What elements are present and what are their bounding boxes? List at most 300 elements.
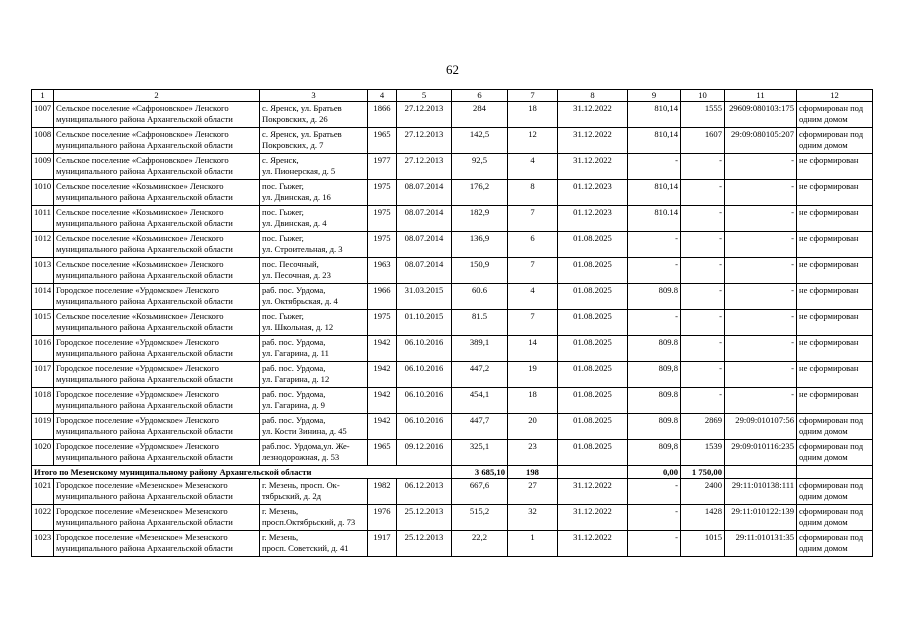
residents: 7 bbox=[508, 258, 558, 284]
address-line: ул. Строительная, д. 3 bbox=[262, 243, 343, 254]
address-line: тябрьский, д. 2д bbox=[262, 490, 322, 501]
address-line: пос. Песочный, bbox=[262, 259, 319, 269]
municipality-line: муниципального района Архангельской области bbox=[56, 490, 233, 501]
cadastral-number: - bbox=[725, 388, 797, 414]
residents: 6 bbox=[508, 232, 558, 258]
row-number: 1015 bbox=[32, 310, 54, 336]
municipality bbox=[54, 206, 260, 232]
municipality bbox=[54, 531, 260, 557]
row-number: 1023 bbox=[32, 531, 54, 557]
cadastral-number: 29:11:010131:35 bbox=[725, 531, 797, 557]
year-built: 1965 bbox=[368, 128, 397, 154]
planned-date: 31.12.2022 bbox=[558, 505, 628, 531]
area: 447,2 bbox=[452, 362, 508, 388]
area: 81.5 bbox=[452, 310, 508, 336]
planned-date: 01.08.2025 bbox=[558, 284, 628, 310]
land-area: - bbox=[681, 284, 725, 310]
address bbox=[260, 128, 368, 154]
recognition-date: 06.10.2016 bbox=[397, 388, 452, 414]
planned-date: 01.08.2025 bbox=[558, 414, 628, 440]
cost: 809,8 bbox=[628, 440, 681, 466]
municipality-line: Городское поселение «Урдомское» Ленского bbox=[56, 285, 219, 295]
year-built: 1942 bbox=[368, 388, 397, 414]
municipality-line: Городское поселение «Урдомское» Ленского bbox=[56, 441, 219, 451]
municipality bbox=[54, 310, 260, 336]
municipality bbox=[54, 336, 260, 362]
address bbox=[260, 336, 368, 362]
address-line: г. Мезень, bbox=[262, 506, 299, 516]
land-area: - bbox=[681, 336, 725, 362]
address-line: пос. Гыжег, bbox=[262, 181, 304, 191]
year-built: 1976 bbox=[368, 505, 397, 531]
planned-date: 31.12.2022 bbox=[558, 102, 628, 128]
cadastral-number: 29:11:010122:139 bbox=[725, 505, 797, 531]
municipality-line: Сельское поселение «Сафроновское» Ленского bbox=[56, 129, 229, 139]
land-status bbox=[797, 440, 873, 466]
recognition-date: 08.07.2014 bbox=[397, 180, 452, 206]
address bbox=[260, 440, 368, 466]
address bbox=[260, 479, 368, 505]
cost: 810.14 bbox=[628, 206, 681, 232]
empty-cell bbox=[558, 466, 628, 479]
page-number: 62 bbox=[446, 62, 459, 77]
column-header: 2 bbox=[54, 90, 260, 102]
cost: 809.8 bbox=[628, 284, 681, 310]
municipality-line: Сельское поселение «Сафроновское» Ленского bbox=[56, 155, 229, 165]
municipality-line: Городское поселение «Урдомское» Ленского bbox=[56, 415, 219, 425]
land-area: 2869 bbox=[681, 414, 725, 440]
cost: - bbox=[628, 154, 681, 180]
municipality bbox=[54, 154, 260, 180]
land-status-line: не сформирован bbox=[799, 207, 859, 217]
land-status-line: сформирован под bbox=[799, 103, 864, 113]
planned-date: 31.12.2022 bbox=[558, 128, 628, 154]
land-status bbox=[797, 479, 873, 505]
column-header: 10 bbox=[681, 90, 725, 102]
land-status bbox=[797, 336, 873, 362]
land-status-line: не сформирован bbox=[799, 155, 859, 165]
land-area: 1015 bbox=[681, 531, 725, 557]
planned-date: 31.12.2022 bbox=[558, 154, 628, 180]
land-area: - bbox=[681, 206, 725, 232]
row-number: 1009 bbox=[32, 154, 54, 180]
area: 92,5 bbox=[452, 154, 508, 180]
municipality bbox=[54, 479, 260, 505]
row-number: 1013 bbox=[32, 258, 54, 284]
planned-date: 01.08.2025 bbox=[558, 336, 628, 362]
municipality-line: муниципального района Архангельской области bbox=[56, 217, 233, 228]
land-status-line: сформирован под bbox=[799, 441, 864, 451]
municipality-line: муниципального района Архангельской области bbox=[56, 191, 233, 202]
land-status bbox=[797, 310, 873, 336]
land-status bbox=[797, 388, 873, 414]
area: 284 bbox=[452, 102, 508, 128]
table-row bbox=[32, 336, 873, 362]
area: 22,2 bbox=[452, 531, 508, 557]
cadastral-number: - bbox=[725, 362, 797, 388]
address-line: ул. Песочная, д. 23 bbox=[262, 269, 331, 280]
address-line: раб. пос. Урдома, bbox=[262, 285, 326, 295]
address-line: пос. Гыжег, bbox=[262, 311, 304, 321]
municipality bbox=[54, 284, 260, 310]
municipality-line: Городское поселение «Урдомское» Ленского bbox=[56, 363, 219, 373]
cost: 809,8 bbox=[628, 362, 681, 388]
table-row bbox=[32, 310, 873, 336]
residents: 4 bbox=[508, 284, 558, 310]
residents: 23 bbox=[508, 440, 558, 466]
address-line: раб.пос. Урдома,ул. Же- bbox=[262, 441, 350, 451]
empty-cell bbox=[797, 466, 873, 479]
recognition-date: 06.12.2013 bbox=[397, 479, 452, 505]
land-status-line: не сформирован bbox=[799, 363, 859, 373]
municipality-line: муниципального района Архангельской области bbox=[56, 542, 233, 553]
recognition-date: 27.12.2013 bbox=[397, 102, 452, 128]
cost: 809.8 bbox=[628, 336, 681, 362]
land-status-line: одним домом bbox=[799, 542, 848, 553]
municipality-line: Сельское поселение «Козьминское» Ленского bbox=[56, 259, 224, 269]
cost: - bbox=[628, 258, 681, 284]
recognition-date: 25.12.2013 bbox=[397, 505, 452, 531]
table-row bbox=[32, 505, 873, 531]
address bbox=[260, 206, 368, 232]
year-built: 1975 bbox=[368, 310, 397, 336]
residents: 18 bbox=[508, 388, 558, 414]
address-line: раб. пос. Урдома, bbox=[262, 415, 326, 425]
municipality-line: муниципального района Архангельской области bbox=[56, 295, 233, 306]
total-cost: 0,00 bbox=[628, 466, 681, 479]
area: 136,9 bbox=[452, 232, 508, 258]
land-status bbox=[797, 362, 873, 388]
column-header: 9 bbox=[628, 90, 681, 102]
address-line: г. Мезень, просп. Ок- bbox=[262, 480, 340, 490]
column-header: 6 bbox=[452, 90, 508, 102]
area: 454,1 bbox=[452, 388, 508, 414]
cost: - bbox=[628, 505, 681, 531]
table-row bbox=[32, 362, 873, 388]
row-number: 1012 bbox=[32, 232, 54, 258]
table-row bbox=[32, 388, 873, 414]
address-line: ул. Гагарина, д. 9 bbox=[262, 399, 325, 410]
municipality-line: муниципального района Архангельской области bbox=[56, 451, 233, 462]
recognition-date: 31.03.2015 bbox=[397, 284, 452, 310]
recognition-date: 06.10.2016 bbox=[397, 336, 452, 362]
table-row bbox=[32, 232, 873, 258]
cost: - bbox=[628, 232, 681, 258]
table-row bbox=[32, 180, 873, 206]
registry-table bbox=[31, 89, 873, 557]
land-status-line: сформирован под bbox=[799, 129, 864, 139]
land-status bbox=[797, 128, 873, 154]
row-number: 1014 bbox=[32, 284, 54, 310]
residents: 32 bbox=[508, 505, 558, 531]
empty-cell bbox=[725, 466, 797, 479]
municipality-line: муниципального района Архангельской области bbox=[56, 165, 233, 176]
municipality-line: муниципального района Архангельской области bbox=[56, 347, 233, 358]
row-number: 1016 bbox=[32, 336, 54, 362]
land-status-line: сформирован под bbox=[799, 480, 864, 490]
land-status bbox=[797, 102, 873, 128]
address-line: ул. Гагарина, д. 11 bbox=[262, 347, 329, 358]
address-line: с. Яренск, ул. Братьев bbox=[262, 129, 342, 139]
total-area: 3 685,10 bbox=[452, 466, 508, 479]
residents: 20 bbox=[508, 414, 558, 440]
cadastral-number: - bbox=[725, 232, 797, 258]
land-status bbox=[797, 531, 873, 557]
land-status-line: не сформирован bbox=[799, 337, 859, 347]
year-built: 1866 bbox=[368, 102, 397, 128]
address-line: с. Яренск, bbox=[262, 155, 299, 165]
row-number: 1020 bbox=[32, 440, 54, 466]
column-header: 12 bbox=[797, 90, 873, 102]
column-header: 4 bbox=[368, 90, 397, 102]
land-status-line: не сформирован bbox=[799, 233, 859, 243]
row-number: 1021 bbox=[32, 479, 54, 505]
land-status-line: не сформирован bbox=[799, 285, 859, 295]
cadastral-number: - bbox=[725, 310, 797, 336]
land-area: - bbox=[681, 362, 725, 388]
area: 325,1 bbox=[452, 440, 508, 466]
cost: - bbox=[628, 531, 681, 557]
address bbox=[260, 232, 368, 258]
land-status-line: одним домом bbox=[799, 113, 848, 124]
table-row bbox=[32, 531, 873, 557]
address-line: ул. Школьная, д. 12 bbox=[262, 321, 334, 332]
cost: 810,14 bbox=[628, 180, 681, 206]
cadastral-number: 29:09:010107:56 bbox=[725, 414, 797, 440]
address-line: просп.Октябрьский, д. 73 bbox=[262, 516, 356, 527]
total-label: Итого по Мезенскому муниципальному району Архангельской области bbox=[32, 466, 452, 479]
row-number: 1022 bbox=[32, 505, 54, 531]
cadastral-number: 29609:080103:175 bbox=[725, 102, 797, 128]
cost: 809.8 bbox=[628, 388, 681, 414]
municipality-line: Городское поселение «Мезенское» Мезенского bbox=[56, 506, 228, 516]
residents: 7 bbox=[508, 310, 558, 336]
area: 447,7 bbox=[452, 414, 508, 440]
land-area: 1428 bbox=[681, 505, 725, 531]
land-status-line: одним домом bbox=[799, 425, 848, 436]
recognition-date: 06.10.2016 bbox=[397, 362, 452, 388]
land-status-line: одним домом bbox=[799, 139, 848, 150]
address bbox=[260, 310, 368, 336]
land-area: - bbox=[681, 388, 725, 414]
address bbox=[260, 180, 368, 206]
municipality bbox=[54, 388, 260, 414]
cadastral-number: - bbox=[725, 258, 797, 284]
year-built: 1975 bbox=[368, 232, 397, 258]
planned-date: 01.12.2023 bbox=[558, 180, 628, 206]
municipality-line: муниципального района Архангельской области bbox=[56, 321, 233, 332]
residents: 4 bbox=[508, 154, 558, 180]
land-status-line: не сформирован bbox=[799, 389, 859, 399]
municipality-line: Сельское поселение «Сафроновское» Ленского bbox=[56, 103, 229, 113]
table-row bbox=[32, 440, 873, 466]
year-built: 1975 bbox=[368, 180, 397, 206]
municipality-line: муниципального района Архангельской области bbox=[56, 113, 233, 124]
land-status-line: сформирован под bbox=[799, 415, 864, 425]
municipality-line: Сельское поселение «Козьминское» Ленского bbox=[56, 233, 224, 243]
address bbox=[260, 154, 368, 180]
municipality-line: Городское поселение «Мезенское» Мезенского bbox=[56, 480, 228, 490]
planned-date: 01.08.2025 bbox=[558, 310, 628, 336]
municipality-line: Сельское поселение «Козьминское» Ленского bbox=[56, 207, 224, 217]
municipality bbox=[54, 440, 260, 466]
year-built: 1942 bbox=[368, 362, 397, 388]
land-area: - bbox=[681, 154, 725, 180]
address-line: пос. Гыжег, bbox=[262, 233, 304, 243]
recognition-date: 27.12.2013 bbox=[397, 154, 452, 180]
municipality-line: муниципального района Архангельской области bbox=[56, 425, 233, 436]
total-land-area: 1 750,00 bbox=[681, 466, 725, 479]
land-status bbox=[797, 505, 873, 531]
year-built: 1965 bbox=[368, 440, 397, 466]
address-line: ул. Октябрьская, д. 4 bbox=[262, 295, 338, 306]
address bbox=[260, 414, 368, 440]
address-line: просп. Советский, д. 41 bbox=[262, 542, 349, 553]
row-number: 1008 bbox=[32, 128, 54, 154]
year-built: 1942 bbox=[368, 336, 397, 362]
land-area: 1555 bbox=[681, 102, 725, 128]
cost: 809.8 bbox=[628, 414, 681, 440]
recognition-date: 06.10.2016 bbox=[397, 414, 452, 440]
area: 60.6 bbox=[452, 284, 508, 310]
residents: 14 bbox=[508, 336, 558, 362]
municipality-line: Городское поселение «Мезенское» Мезенского bbox=[56, 532, 228, 542]
land-status bbox=[797, 154, 873, 180]
municipality bbox=[54, 180, 260, 206]
recognition-date: 01.10.2015 bbox=[397, 310, 452, 336]
land-status bbox=[797, 414, 873, 440]
area: 176,2 bbox=[452, 180, 508, 206]
municipality-line: муниципального района Архангельской области bbox=[56, 399, 233, 410]
land-area: - bbox=[681, 310, 725, 336]
address-line: Покровских, д. 7 bbox=[262, 139, 324, 150]
address-line: ул. Кости Зинина, д. 45 bbox=[262, 425, 347, 436]
municipality bbox=[54, 258, 260, 284]
municipality-line: Сельское поселение «Козьминское» Ленского bbox=[56, 311, 224, 321]
header-row bbox=[32, 90, 873, 102]
address bbox=[260, 284, 368, 310]
table-row bbox=[32, 258, 873, 284]
cost: 810,14 bbox=[628, 102, 681, 128]
planned-date: 01.08.2025 bbox=[558, 258, 628, 284]
cadastral-number: 29:09:010116:235 bbox=[725, 440, 797, 466]
planned-date: 01.12.2023 bbox=[558, 206, 628, 232]
cadastral-number: - bbox=[725, 154, 797, 180]
land-status bbox=[797, 206, 873, 232]
land-status bbox=[797, 180, 873, 206]
address bbox=[260, 531, 368, 557]
year-built: 1917 bbox=[368, 531, 397, 557]
residents: 19 bbox=[508, 362, 558, 388]
address bbox=[260, 258, 368, 284]
cadastral-number: - bbox=[725, 180, 797, 206]
municipality-line: Городское поселение «Урдомское» Ленского bbox=[56, 337, 219, 347]
cadastral-number: 29:11:010138:111 bbox=[725, 479, 797, 505]
area: 182,9 bbox=[452, 206, 508, 232]
address-line: г. Мезень, bbox=[262, 532, 299, 542]
row-number: 1011 bbox=[32, 206, 54, 232]
municipality-line: муниципального района Архангельской области bbox=[56, 139, 233, 150]
residents: 18 bbox=[508, 102, 558, 128]
address bbox=[260, 362, 368, 388]
address-line: ул. Гагарина, д. 12 bbox=[262, 373, 330, 384]
municipality-line: Городское поселение «Урдомское» Ленского bbox=[56, 389, 219, 399]
address-line: раб. пос. Урдома, bbox=[262, 363, 326, 373]
municipality bbox=[54, 505, 260, 531]
cost: 810,14 bbox=[628, 128, 681, 154]
recognition-date: 25.12.2013 bbox=[397, 531, 452, 557]
land-area: - bbox=[681, 232, 725, 258]
table-row bbox=[32, 128, 873, 154]
row-number: 1017 bbox=[32, 362, 54, 388]
area: 150,9 bbox=[452, 258, 508, 284]
land-status bbox=[797, 284, 873, 310]
land-status bbox=[797, 258, 873, 284]
land-status-line: одним домом bbox=[799, 490, 848, 501]
planned-date: 31.12.2022 bbox=[558, 531, 628, 557]
planned-date: 01.08.2025 bbox=[558, 362, 628, 388]
planned-date: 01.08.2025 bbox=[558, 388, 628, 414]
row-number: 1010 bbox=[32, 180, 54, 206]
cadastral-number: - bbox=[725, 206, 797, 232]
residents: 12 bbox=[508, 128, 558, 154]
land-area: 2400 bbox=[681, 479, 725, 505]
year-built: 1982 bbox=[368, 479, 397, 505]
address bbox=[260, 505, 368, 531]
municipality bbox=[54, 128, 260, 154]
land-status-line: сформирован под bbox=[799, 532, 864, 542]
land-status-line: одним домом bbox=[799, 516, 848, 527]
municipality-line: муниципального района Архангельской области bbox=[56, 243, 233, 254]
area: 515,2 bbox=[452, 505, 508, 531]
land-status-line: сформирован под bbox=[799, 506, 864, 516]
area: 142,5 bbox=[452, 128, 508, 154]
land-status bbox=[797, 232, 873, 258]
row-number: 1007 bbox=[32, 102, 54, 128]
municipality bbox=[54, 414, 260, 440]
table-row bbox=[32, 154, 873, 180]
column-header: 1 bbox=[32, 90, 54, 102]
land-area: - bbox=[681, 180, 725, 206]
cadastral-number: - bbox=[725, 336, 797, 362]
residents: 1 bbox=[508, 531, 558, 557]
planned-date: 01.08.2025 bbox=[558, 232, 628, 258]
column-header: 5 bbox=[397, 90, 452, 102]
recognition-date: 08.07.2014 bbox=[397, 258, 452, 284]
column-header: 11 bbox=[725, 90, 797, 102]
municipality-line: муниципального района Архангельской области bbox=[56, 269, 233, 280]
column-header: 8 bbox=[558, 90, 628, 102]
table-row bbox=[32, 479, 873, 505]
cost: - bbox=[628, 310, 681, 336]
cost: - bbox=[628, 479, 681, 505]
cadastral-number: 29:09:080105:207 bbox=[725, 128, 797, 154]
residents: 8 bbox=[508, 180, 558, 206]
year-built: 1966 bbox=[368, 284, 397, 310]
address-line: Покровских, д. 26 bbox=[262, 113, 328, 124]
total-row bbox=[32, 466, 873, 479]
land-area: - bbox=[681, 258, 725, 284]
year-built: 1975 bbox=[368, 206, 397, 232]
address-line: пос. Гыжег, bbox=[262, 207, 304, 217]
address-line: раб. пос. Урдома, bbox=[262, 389, 326, 399]
municipality bbox=[54, 102, 260, 128]
land-status-line: не сформирован bbox=[799, 181, 859, 191]
area: 389,1 bbox=[452, 336, 508, 362]
municipality bbox=[54, 362, 260, 388]
recognition-date: 08.07.2014 bbox=[397, 206, 452, 232]
column-header: 7 bbox=[508, 90, 558, 102]
